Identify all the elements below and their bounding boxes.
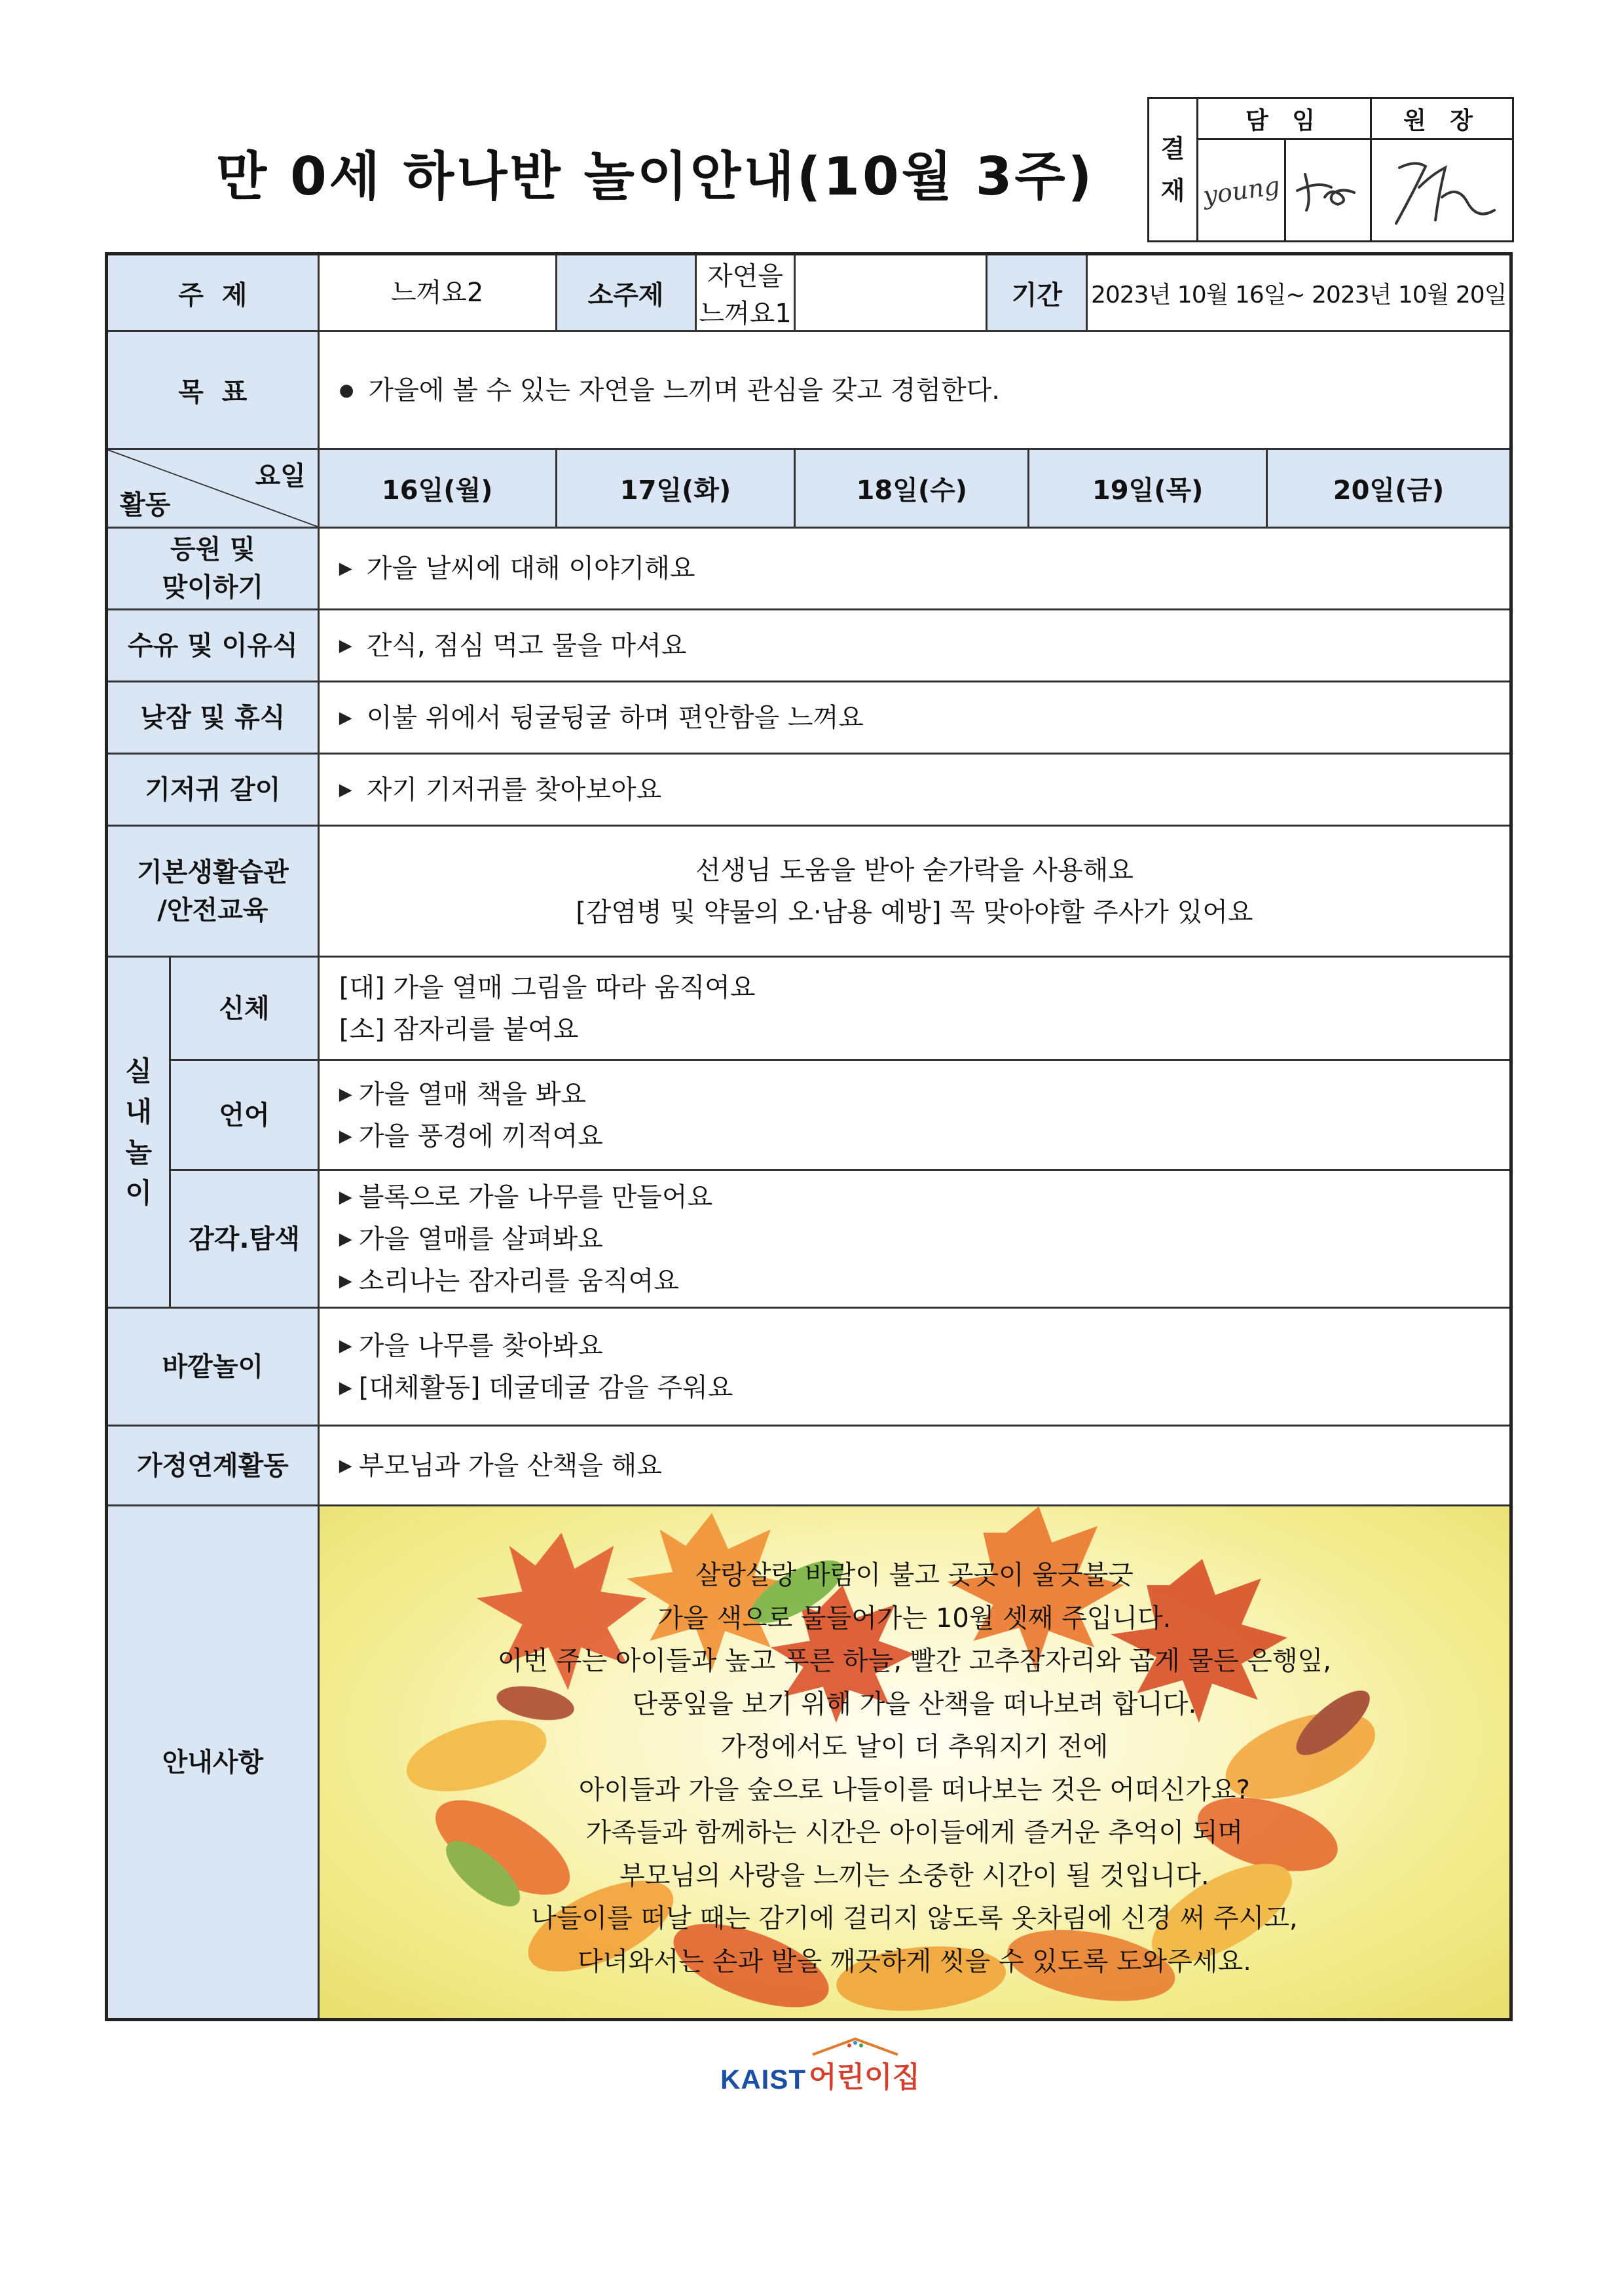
notice-label: 안내사항 <box>107 1506 319 2020</box>
notice-line: 가정에서도 날이 더 추워지기 전에 <box>720 1732 1109 1762</box>
subtheme-label: 소주제 <box>557 255 697 330</box>
indoor-area-label: 감각.탐색 <box>170 1170 319 1308</box>
routine-content: ▶ 자기 기저귀를 찾아보아요 <box>318 754 1511 826</box>
day-header: 17일(화) <box>556 449 795 528</box>
triangle-bullet-icon: ▶ <box>339 1377 352 1398</box>
teacher-signature: young <box>1201 170 1282 210</box>
notice-line: 단풍잎을 보기 위해 가을 산책을 떠나보려 합니다. <box>632 1689 1197 1719</box>
day-header: 19일(목) <box>1029 449 1267 528</box>
approval-label-char: 재 <box>1160 176 1185 205</box>
outdoor-content: ▶ 가을 나무를 찾아봐요 ▶ [대체활동] 데굴데굴 감을 주워요 <box>318 1308 1511 1426</box>
logo-name: 어린이집 <box>809 2061 921 2094</box>
notice-line: 이번 주는 아이들과 높고 푸른 하늘, 빨간 고추잠자리와 곱게 물든 은행잎, <box>497 1646 1331 1676</box>
routine-label: 등원 및 맞이하기 <box>107 528 319 610</box>
indoor-area-content: ▶ 블록으로 가을 나무를 만들어요 ▶ 가을 열매를 살펴봐요 ▶ 소리나는 잠자리를 움직여요 <box>318 1170 1511 1308</box>
approval-header-teacher: 담 임 <box>1198 99 1372 140</box>
triangle-bullet-icon: ▶ <box>339 1455 352 1476</box>
period-value: 2023년 10월 16일~ 2023년 10월 20일 <box>1090 281 1507 308</box>
triangle-bullet-icon: ▶ <box>339 1335 352 1356</box>
triangle-bullet-icon: ▶ <box>339 707 352 728</box>
bullet-dot-icon: ● <box>339 380 354 400</box>
approval-box <box>1147 97 1514 242</box>
triangle-bullet-icon: ▶ <box>339 1084 352 1104</box>
notice-line: 부모님의 사랑을 느끼는 소중한 시간이 될 것입니다. <box>619 1860 1209 1891</box>
routine-content: ▶ 가을 날씨에 대해 이야기해요 <box>318 528 1511 610</box>
subtheme-value-cont <box>796 255 987 330</box>
notice-line: 나들이를 떠날 때는 감기에 걸리지 않도록 옷차림에 신경 써 주시고, <box>531 1903 1298 1933</box>
notice-line: 아이들과 가을 숲으로 나들이를 떠나보는 것은 어떠신가요? <box>578 1774 1250 1805</box>
indoor-area-label: 신체 <box>170 957 319 1060</box>
routine-content: ▶ 간식, 점심 먹고 물을 마셔요 <box>318 610 1511 682</box>
routine-label: 기저귀 갈이 <box>107 754 319 826</box>
triangle-bullet-icon: ▶ <box>339 1187 352 1207</box>
logo-brand: KAIST <box>720 2064 806 2095</box>
routine-content: ▶ 이불 위에서 뒹굴뒹굴 하며 편안함을 느껴요 <box>318 682 1511 754</box>
home-activity-label: 가정연계활동 <box>107 1426 319 1506</box>
day-header: 18일(수) <box>795 449 1029 528</box>
goal-text: 가을에 볼 수 있는 자연을 느끼며 관심을 갖고 경험한다. <box>368 375 1000 405</box>
notice-text <box>320 1541 1509 1983</box>
indoor-play-label: 실 내 놀 이 <box>107 957 170 1308</box>
notice-line: 살랑살랑 바람이 불고 곳곳이 울긋불긋 <box>695 1560 1134 1590</box>
habits-line: 선생님 도움을 받아 숟가락을 사용해요 <box>695 855 1134 886</box>
director-signature <box>1372 140 1512 240</box>
indoor-area-content: ▶ 가을 열매 책을 봐요 ▶ 가을 풍경에 끼적여요 <box>318 1060 1511 1170</box>
goal-text-cell <box>318 331 1511 449</box>
approval-label <box>1149 99 1198 240</box>
page-title: 만 0세 하나반 놀이안내(10월 3주) <box>216 146 1095 207</box>
weekly-plan-table <box>105 252 1513 2021</box>
period-cell <box>795 254 1511 331</box>
triangle-bullet-icon: ▶ <box>339 1229 352 1249</box>
subtheme-value: 자연을 느껴요1 <box>697 255 794 330</box>
notice-line: 가족들과 함께하는 시간은 아이들에게 즐거운 추억이 되며 <box>585 1818 1244 1848</box>
triangle-bullet-icon: ▶ <box>339 559 352 578</box>
corner-activity-label: 활동 <box>120 490 171 520</box>
habits-line: [감염병 및 약물의 오·남용 예방] 꼭 맞아야할 주사가 있어요 <box>576 897 1253 927</box>
theme-label: 주 제 <box>107 254 319 331</box>
approval-label-char: 결 <box>1160 134 1185 163</box>
triangle-bullet-icon: ▶ <box>339 1126 352 1146</box>
approval-header-director: 원 장 <box>1372 99 1512 140</box>
home-activity-content: ▶ 부모님과 가을 산책을 해요 <box>318 1426 1511 1506</box>
habits-content <box>318 826 1511 957</box>
theme-value: 느껴요2 <box>318 254 556 331</box>
goal-label: 목 표 <box>107 331 319 449</box>
routine-label: 수유 및 이유식 <box>107 610 319 682</box>
day-header: 16일(월) <box>318 449 556 528</box>
triangle-bullet-icon: ▶ <box>339 635 352 656</box>
kaist-daycare-logo <box>720 2053 920 2095</box>
subtheme-cell <box>556 254 795 331</box>
day-activity-corner <box>107 449 319 528</box>
period-label: 기간 <box>987 255 1088 330</box>
day-header: 20일(금) <box>1267 449 1511 528</box>
triangle-bullet-icon: ▶ <box>339 779 352 800</box>
notice-content <box>318 1506 1511 2020</box>
teacher-signature-mark <box>1286 140 1370 240</box>
indoor-area-content: [대] 가을 열매 그림을 따라 움직여요 [소] 잠자리를 붙여요 <box>318 957 1511 1060</box>
notice-line: 가을 색으로 물들어가는 10월 셋째 주입니다. <box>657 1603 1172 1633</box>
logo-roof-icon <box>806 2036 904 2056</box>
notice-line: 다녀와서는 손과 발을 깨끗하게 씻을 수 있도록 도와주세요. <box>577 1946 1251 1977</box>
habits-label: 기본생활습관 /안전교육 <box>107 826 319 957</box>
indoor-area-label: 언어 <box>170 1060 319 1170</box>
triangle-bullet-icon: ▶ <box>339 1271 352 1291</box>
routine-label: 낮잠 및 휴식 <box>107 682 319 754</box>
corner-day-label: 요일 <box>255 461 306 491</box>
outdoor-label: 바깥놀이 <box>107 1308 319 1426</box>
